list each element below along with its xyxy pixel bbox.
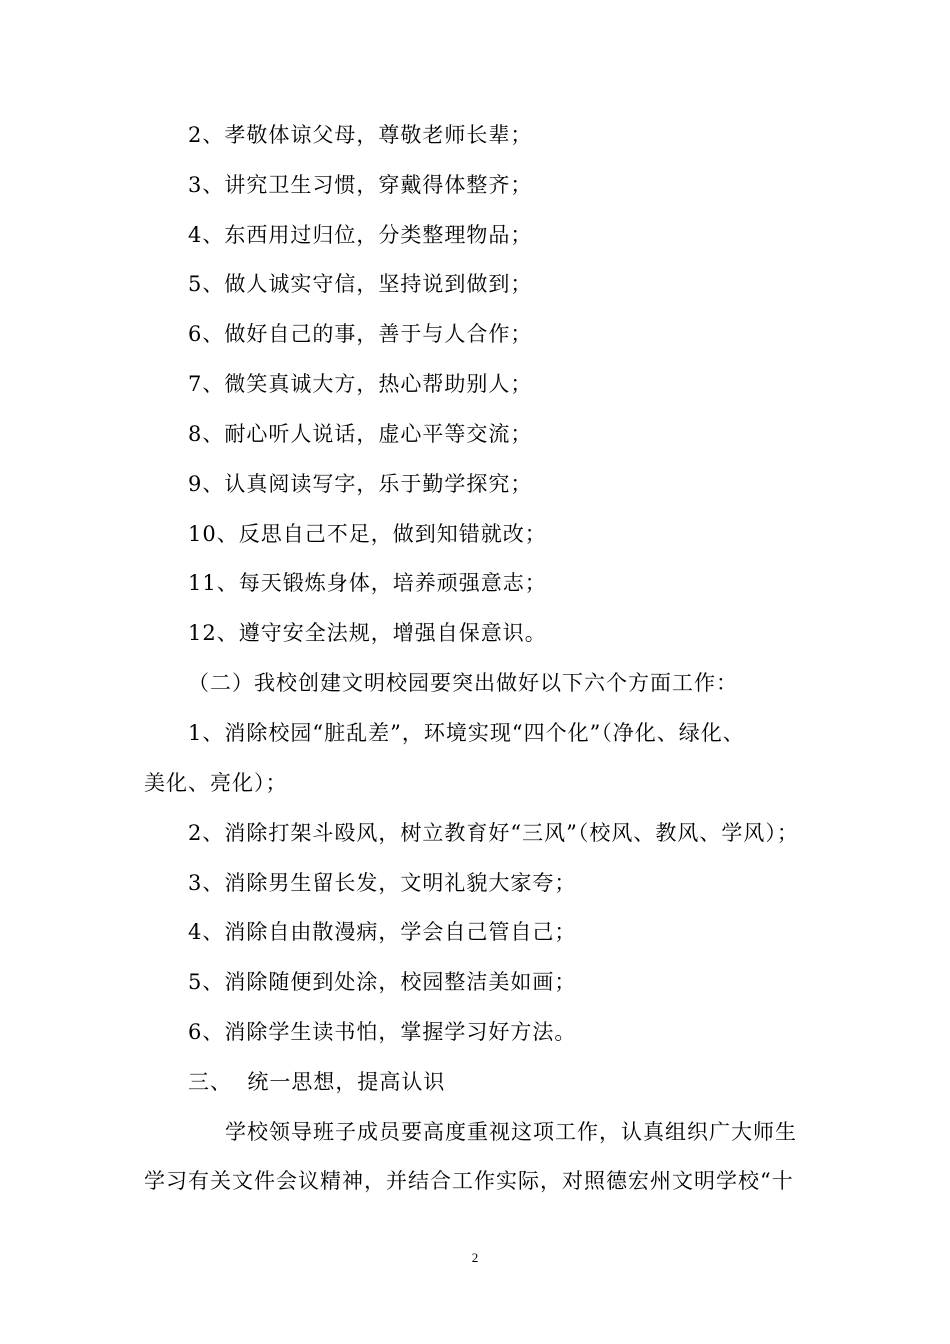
list-item: 12、遵守安全法规，增强自保意识。 — [188, 621, 547, 645]
list-item: 3、消除男生留长发，文明礼貌大家夸； — [188, 871, 577, 895]
list-item: 6、消除学生读书怕，掌握学习好方法。 — [188, 1020, 577, 1044]
list-item: 1、消除校园“脏乱差”，环境实现“四个化”（净化、绿化、 — [188, 721, 745, 745]
list-item-continuation: 美化、亮化）； — [144, 771, 288, 795]
list-item: 9、认真阅读写字，乐于勤学探究； — [188, 472, 533, 496]
list-item: 5、做人诚实守信，坚持说到做到； — [188, 272, 533, 296]
list-item: 4、东西用过归位，分类整理物品； — [188, 223, 533, 247]
list-item: 2、孝敬体谅父母，尊敬老师长辈； — [188, 123, 533, 147]
body-paragraph-line: 学习有关文件会议精神，并结合工作实际，对照德宏州文明学校“十 — [144, 1169, 794, 1193]
page-number: 2 — [471, 1250, 479, 1265]
list-item: 4、消除自由散漫病，学会自己管自己； — [188, 920, 577, 944]
list-item: 11、每天锻炼身体，培养顽强意志； — [188, 571, 547, 595]
body-paragraph-line: 学校领导班子成员要高度重视这项工作，认真组织广大师生 — [225, 1120, 797, 1144]
list-item: 7、微笑真诚大方，热心帮助别人； — [188, 372, 533, 396]
list-item: 10、反思自己不足，做到知错就改； — [188, 522, 547, 546]
list-item: 2、消除打架斗殴风，树立教育好“三风”（校风、教风、学风）； — [188, 821, 799, 845]
list-item: 5、消除随便到处涂，校园整洁美如画； — [188, 970, 577, 994]
section-heading: 三、 统一思想，提高认识 — [188, 1070, 446, 1094]
list-item: 6、做好自己的事，善于与人合作； — [188, 322, 533, 346]
section-heading: （二）我校创建文明校园要突出做好以下六个方面工作： — [188, 671, 738, 695]
list-item: 3、讲究卫生习惯，穿戴得体整齐； — [188, 173, 533, 197]
list-item: 8、耐心听人说话，虚心平等交流； — [188, 422, 533, 446]
